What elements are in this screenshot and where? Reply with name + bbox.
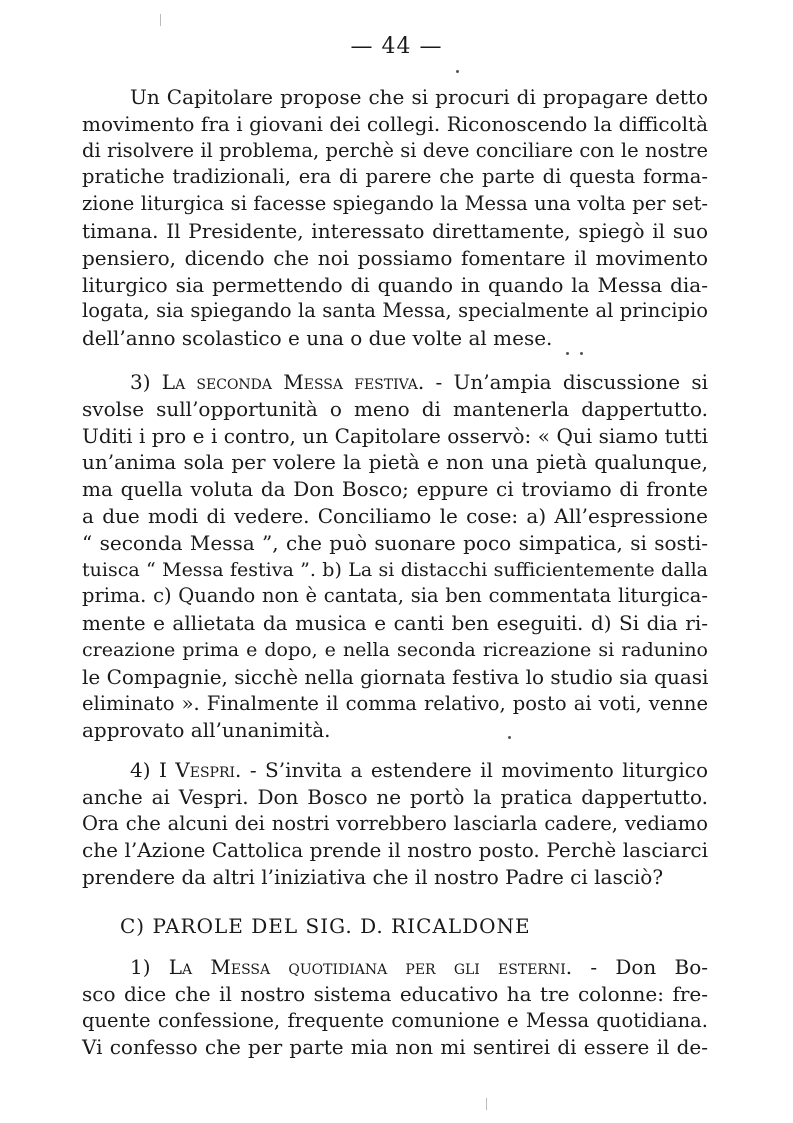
text-line: Uditi i pro e i contro, un Capitolare osservò: « Qui siamo tutti [82,423,708,448]
text-line: tuisca “ Messa festiva ”. b) La si distacchi sufficientemente dalla [82,558,708,581]
text-fragment: Un’ampia discussione si [453,370,708,394]
text-line: eliminato ». Finalmente il comma relativo, posto ai voti, venne [82,691,708,715]
item-title: La Messa quotidiana per gli esterni. [168,955,573,979]
item-title: I Vespri. [158,758,242,782]
item-number: 1) [130,955,151,979]
text-line: movimento fra i giovani dei collegi. Riconoscendo la difficoltà [82,111,708,136]
text-line: “ seconda Messa ”, che può suonare poco simpatica, si sosti- [82,530,708,555]
item-number: 3) [130,370,151,394]
text-line: Vi confesso che per parte mia non mi sentirei di essere il de- [82,1035,708,1060]
page-number: — 44 — [350,34,443,59]
paragraph-first-line [82,757,708,784]
text-fragment: S’invita a estendere il movimento liturgico [265,758,708,782]
text-line: Ora che alcuni dei nostri vorrebbero lasciarla cadere, vediamo [82,811,708,835]
text-line: un’anima sola per volere la pietà e non una pietà qualunque, [82,450,708,475]
paragraph-seconda-messa [82,369,708,744]
paragraph-messa-quotidiana [82,954,708,1061]
text-line: a due modi di vedere. Conciliamo le cose: a) All’espressione [82,503,708,528]
dash: - [590,955,616,979]
print-speck [508,736,511,739]
text-line: che l’Azione Cattolica prende il nostro posto. Perchè lasciarci [82,838,708,863]
text-line: di risolvere il problema, perchè si deve conciliare con le nostre [82,138,708,162]
print-speck [456,70,459,73]
text-line: pensiero, dicendo che noi possiamo fomentare il movimento [82,245,708,270]
paragraph-capitolare [82,84,708,352]
section-heading: C) PAROLE DEL SIG. D. RICALDONE [120,914,531,938]
text-line: liturgico sia permettendo di quando in quando la Messa dia- [82,272,708,297]
text-line: pratiche tradizionali, era di parere che parte di questa forma- [82,165,708,189]
print-speck [486,1098,487,1110]
text-line: sco dice che il nostro sistema educativo ha tre colonne: fre- [82,981,708,1006]
text-line: creazione prima e dopo, e nella seconda ricreazione si radunino [82,638,708,661]
print-speck [580,352,583,355]
item-number: 4) [130,758,151,782]
print-speck [160,14,161,26]
text-line: dell’anno scolastico e una o due volte al mese. [82,326,553,351]
text-line: le Compagnie, sicchè nella giornata festiva lo studio sia quasi [82,664,709,689]
text-line: approvato all’unanimità. [82,718,331,743]
text-line: svolse sull’opportunità o meno di mantenerla dappertutto. [82,396,708,421]
text-line: prendere da altri l’iniziativa che il nostro Padre ci lasciò? [82,865,664,890]
paragraph-first-line [82,954,708,981]
text-fragment: Don Bo- [615,955,709,979]
text-line: zione liturgica si facesse spiegando la Messa una volta per set- [82,192,708,216]
text-line: Un Capitolare propose che si procuri di propagare detto [130,85,708,109]
print-speck [566,352,569,355]
text-line: anche ai Vespri. Don Bosco ne portò la pratica dappertutto. [82,784,708,809]
dash: - [249,758,266,782]
text-line: mente e allietata da musica e canti ben eseguiti. d) Si dia ri- [82,611,708,636]
item-title: La seconda Messa festiva. [161,370,425,394]
text-line: quente confessione, frequente comunione e Messa quotidiana. [82,1008,708,1032]
text-line: logata, sia spiegando la santa Messa, specialmente al principio [82,299,708,323]
text-line: ma quella voluta da Don Bosco; eppure ci troviamo di fronte [82,477,708,502]
text-line: timana. Il Presidente, interessato direttamente, spiegò il suo [82,218,708,243]
paragraph-vespri [82,757,708,891]
dash: - [435,370,454,394]
text-line: prima. c) Quando non è cantata, sia ben commentata liturgica- [82,584,708,608]
paragraph-first-line [82,369,708,396]
